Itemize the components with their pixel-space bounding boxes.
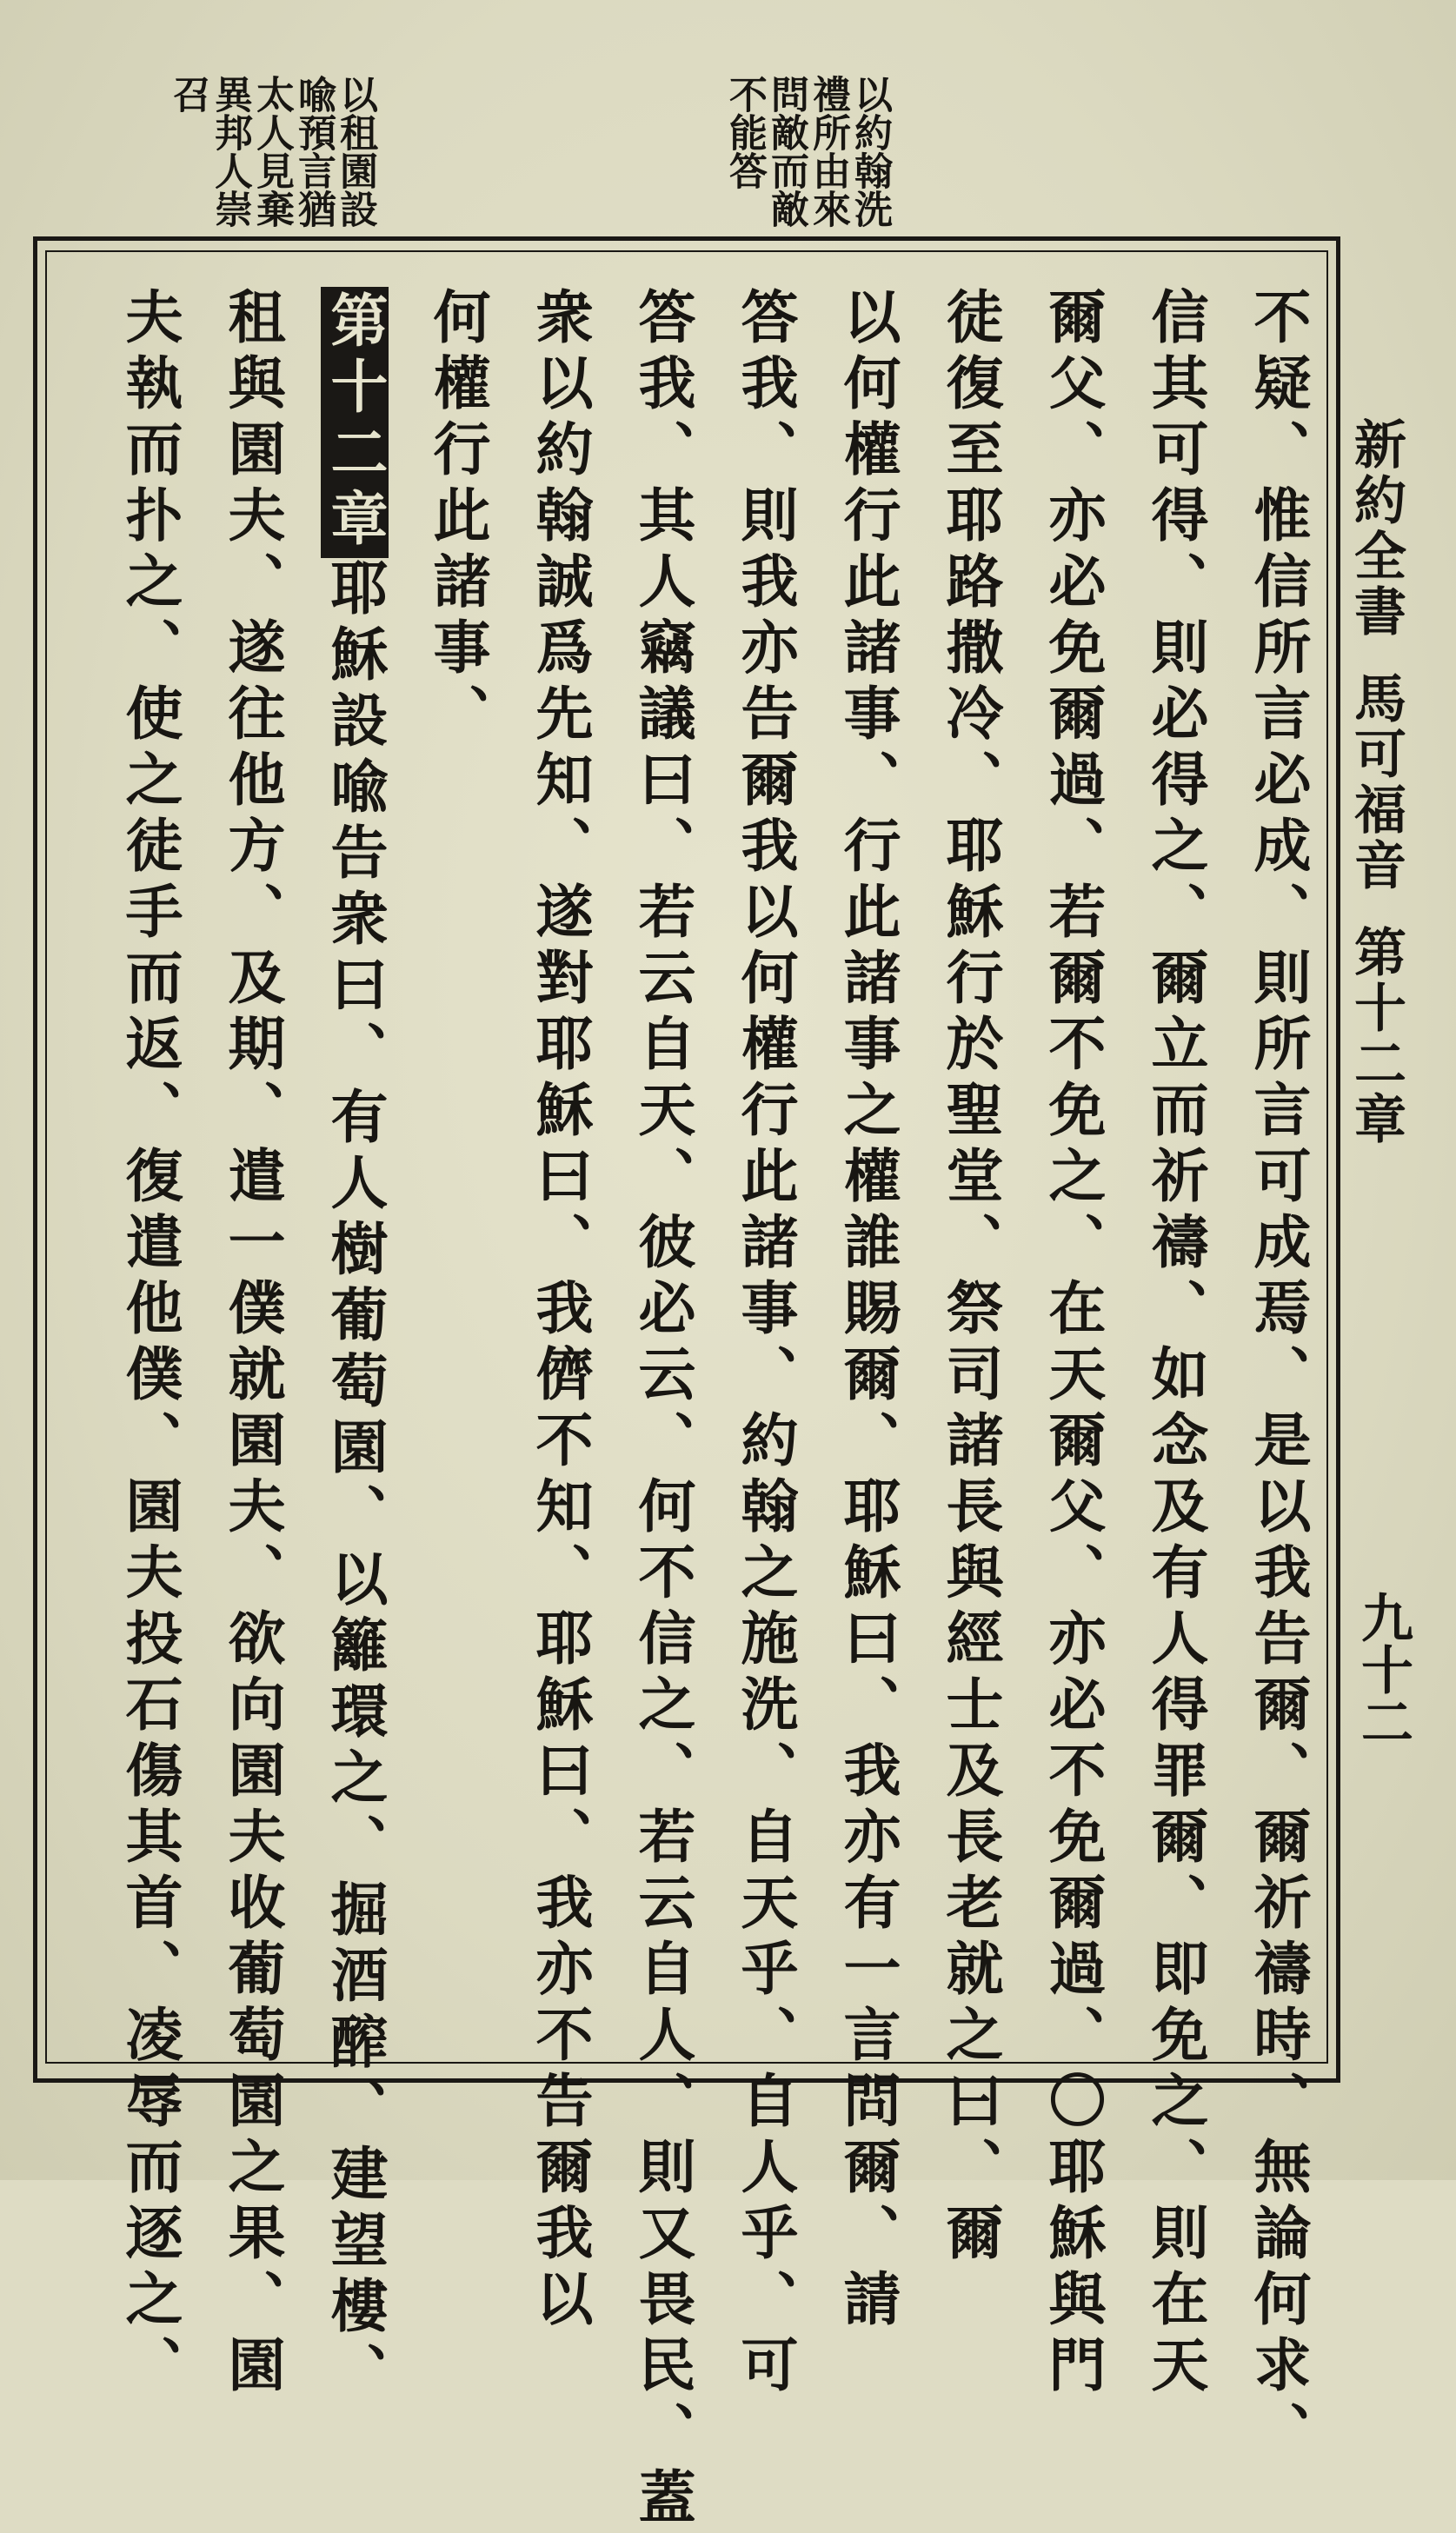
- margin-note-line: 問敵而敵: [764, 75, 808, 228]
- text-column: 答我、其人竊議曰、若云自天、彼必云、何不信之、若云自人、則又畏民、蓋: [628, 287, 696, 2533]
- book-title: 新約全書: [1346, 417, 1406, 640]
- text-column: 徒復至耶路撒冷、耶穌行於聖堂、祭司諸長與經士及長老就之曰、爾: [936, 287, 1004, 2269]
- text-column: [314, 287, 389, 2408]
- margin-note-line: 喩預言猶: [291, 75, 336, 228]
- chapter-heading: 第十二章: [321, 287, 389, 558]
- margin-note-line: 異邦人崇: [208, 75, 252, 228]
- text-column: 衆以約翰誠爲先知、遂對耶穌曰、我儕不知、耶穌曰、我亦不告爾我以: [526, 287, 594, 2335]
- chapter-text: 耶穌設喩告衆曰、有人樹葡萄園、以籬環之、掘酒醡、建望樓、: [321, 558, 389, 2408]
- text-column: 何權行此諸事、: [423, 287, 491, 749]
- scripture-text: [76, 287, 1312, 2533]
- margin-note-line: 以租園設: [333, 75, 377, 228]
- text-column: 不疑、惟信所言必成、則所言可成焉、是以我告爾、爾祈禱時、無論何求、: [1244, 287, 1312, 2467]
- text-column: 夫執而扑之、使之徒手而返、復遣他僕、園夫投石傷其首、凌辱而逐之、: [116, 287, 183, 2401]
- text-column: 爾父、亦必免爾過、若爾不免之、在天爾父、亦必不免爾過、〇耶穌與門: [1039, 287, 1107, 2401]
- margin-note-line: 召: [166, 75, 210, 113]
- margin-note-line: 禮所由來: [806, 75, 850, 228]
- text-column: 答我、則我亦告爾我以何權行此諸事、約翰之施洗、自天乎、自人乎、可: [731, 287, 799, 2401]
- page-number: 九十二: [1353, 1591, 1413, 1747]
- text-column: 以何權行此諸事、行此諸事之權誰賜爾、耶穌曰、我亦有一言問爾、請: [834, 287, 901, 2335]
- chapter-label: 第十二章: [1346, 925, 1406, 1147]
- margin-note-center: [722, 75, 892, 228]
- text-column: 信其可得、則必得之、爾立而祈禱、如念及有人得罪爾、即免之、則在天: [1141, 287, 1209, 2401]
- margin-note-line: 以約翰洗: [848, 75, 892, 228]
- margin-note-left: [166, 75, 377, 228]
- margin-note-line: 不能答: [722, 75, 767, 189]
- text-column: 租與園夫、遂往他方、及期、遣一僕就園夫、欲向園夫收葡萄園之果、園: [218, 287, 286, 2401]
- running-head: [1339, 417, 1413, 1147]
- margin-note-line: 太人見棄: [249, 75, 294, 228]
- gospel-title: 馬可福音: [1346, 671, 1406, 894]
